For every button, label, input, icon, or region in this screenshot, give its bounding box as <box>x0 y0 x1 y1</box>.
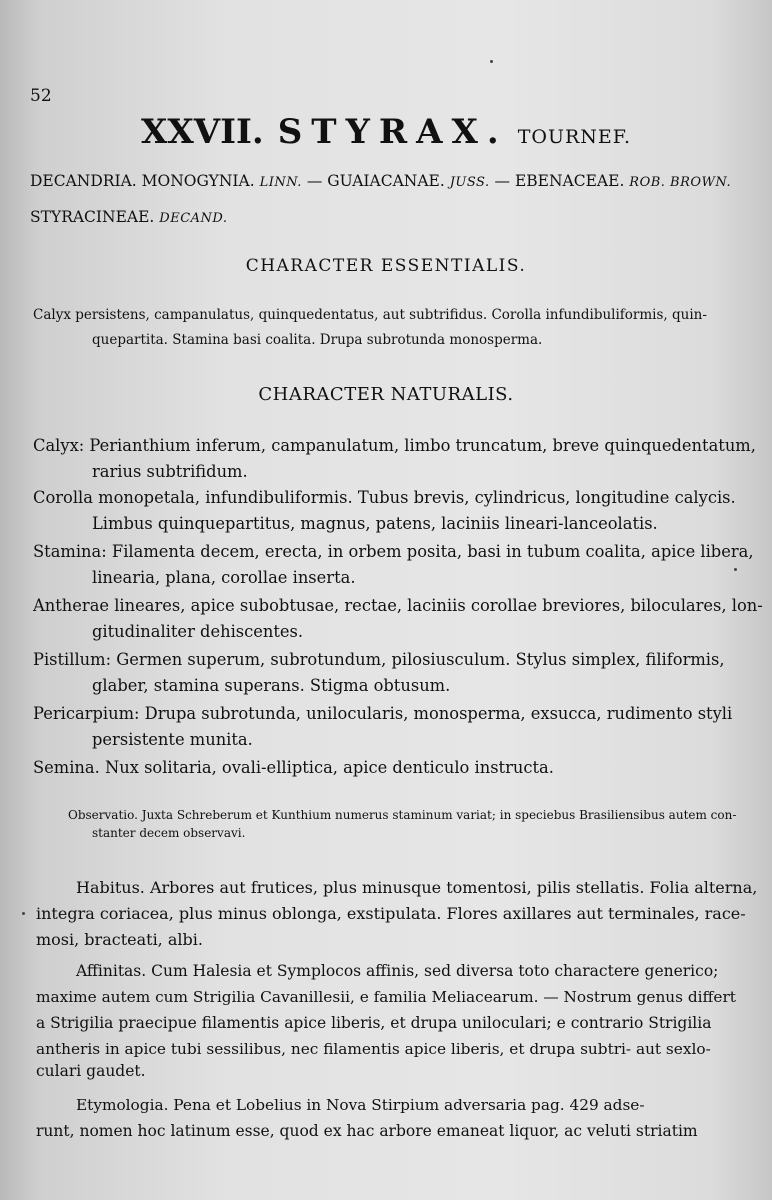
body-line: runt, nomen hoc latinum esse, quod ex hac arbore emaneat liquor, ac veluti striatim <box>36 1122 698 1140</box>
classification-author: DECAND. <box>159 211 228 226</box>
paper-speck <box>734 568 737 571</box>
paper-speck <box>22 912 25 915</box>
classification-author: LINN. <box>259 175 302 190</box>
body-line: integra coriacea, plus minus oblonga, exstipulata. Flores axillares aut terminales, race- <box>36 904 746 923</box>
classification-line-2 <box>30 208 228 226</box>
naturalis-line: rarius subtrifidum. <box>92 462 248 481</box>
body-line: Etymologia. Pena et Lobelius in Nova Stirpium adversaria pag. 429 adse- <box>76 1096 645 1114</box>
paper-speck <box>490 60 493 63</box>
body-line: antheris in apice tubi sessilibus, nec filamentis apice liberis, et drupa subtri- aut sexlo- <box>36 1040 711 1058</box>
classification-text: — EBENACEAE. <box>489 172 630 190</box>
body-line: culari gaudet. <box>36 1062 146 1080</box>
body-line: Habitus. Arbores aut frutices, plus minusque tomentosi, pilis stellatis. Folia alterna, <box>76 878 758 897</box>
body-line: mosi, bracteati, albi. <box>36 930 203 949</box>
naturalis-line: Limbus quinquepartitus, magnus, patens, laciniis lineari-lanceolatis. <box>92 514 658 533</box>
classification-text: DECANDRIA. MONOGYNIA. <box>30 172 260 190</box>
naturalis-line: Pericarpium: Drupa subrotunda, unilocularis, monosperma, exsucca, rudimento styli <box>33 704 733 723</box>
naturalis-line: Pistillum: Germen superum, subrotundum, pilosiusculum. Stylus simplex, filiformis, <box>33 650 725 669</box>
naturalis-line: Stamina: Filamenta decem, erecta, in orbem posita, basi in tubum coalita, apice libera, <box>33 542 754 561</box>
naturalis-line: Calyx: Perianthium inferum, campanulatum, limbo truncatum, breve quinquedentatum, <box>33 436 756 455</box>
naturalis-line: gitudinaliter dehiscentes. <box>92 622 304 641</box>
essentialis-line-1: Calyx persistens, campanulatus, quinquedentatus, aut subtrifidus. Corolla infundibuliformis, quin- <box>33 307 707 323</box>
heading-character-naturalis: CHARACTER NATURALIS. <box>258 384 514 405</box>
classification-author: JUSS. <box>449 175 490 190</box>
classification-author: ROB. BROWN. <box>629 175 732 190</box>
observatio-line-1: Observatio. Juxta Schreberum et Kunthium numerus staminum variat; in speciebus Brasiliensibus autem con- <box>68 808 737 822</box>
heading-character-essentialis: CHARACTER ESSENTIALIS. <box>245 256 527 276</box>
observatio-line-2: stanter decem observavi. <box>92 826 246 840</box>
naturalis-line: linearia, plana, corollae inserta. <box>92 568 356 587</box>
title-number: XXVII. <box>140 112 264 152</box>
naturalis-line: glaber, stamina superans. Stigma obtusum. <box>92 676 451 695</box>
classification-text: STYRACINEAE. <box>30 208 160 226</box>
body-line: a Strigilia praecipue filamentis apice liberis, et drupa uniloculari; e contrario Strigilia <box>36 1014 712 1032</box>
naturalis-line: Corolla monopetala, infundibuliformis. Tubus brevis, cylindricus, longitudine calycis. <box>33 488 736 507</box>
naturalis-line: Semina. Nux solitaria, ovali-elliptica, apice denticulo instructa. <box>33 758 554 777</box>
naturalis-line: persistente munita. <box>92 730 253 749</box>
classification-text: — GUAIACANAE. <box>301 172 450 190</box>
page-number: 52 <box>30 86 52 106</box>
essentialis-line-2: quepartita. Stamina basi coalita. Drupa subrotunda monosperma. <box>92 332 543 348</box>
title-genus: STYRAX. <box>277 112 508 152</box>
genus-title <box>0 112 772 152</box>
title-author: TOURNEF. <box>517 126 632 148</box>
body-line: maxime autem cum Strigilia Cavanillesii, e familia Meliacearum. — Nostrum genus differt <box>36 988 736 1006</box>
body-line: Affinitas. Cum Halesia et Symplocos affinis, sed diversa toto charactere generico; <box>76 962 719 980</box>
classification-line-1 <box>30 172 731 190</box>
naturalis-line: Antherae lineares, apice subobtusae, rectae, laciniis corollae breviores, biloculares, lon- <box>33 596 763 615</box>
